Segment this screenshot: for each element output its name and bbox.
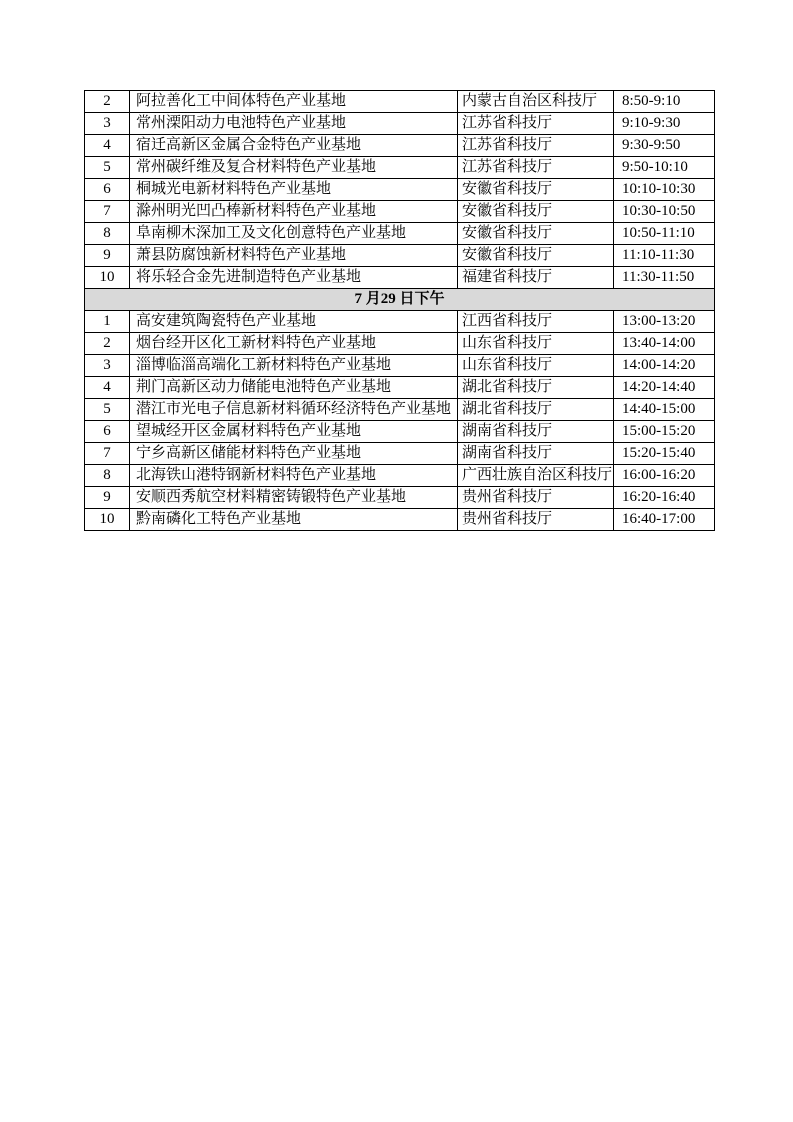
table-row xyxy=(85,377,715,399)
table-row xyxy=(85,267,715,289)
table-row xyxy=(85,421,715,443)
schedule-table xyxy=(84,90,715,531)
row-number: 6 xyxy=(85,179,130,201)
time-slot: 13:00-13:20 xyxy=(614,311,715,333)
department: 贵州省科技厅 xyxy=(458,509,614,531)
row-number: 1 xyxy=(85,311,130,333)
department: 江西省科技厅 xyxy=(458,311,614,333)
department: 安徽省科技厅 xyxy=(458,223,614,245)
time-slot: 10:50-11:10 xyxy=(614,223,715,245)
department: 江苏省科技厅 xyxy=(458,157,614,179)
base-name: 宁乡高新区储能材料特色产业基地 xyxy=(130,443,458,465)
department: 山东省科技厅 xyxy=(458,333,614,355)
department: 安徽省科技厅 xyxy=(458,179,614,201)
time-slot: 14:40-15:00 xyxy=(614,399,715,421)
table-row xyxy=(85,91,715,113)
time-slot: 8:50-9:10 xyxy=(614,91,715,113)
department: 山东省科技厅 xyxy=(458,355,614,377)
department: 湖北省科技厅 xyxy=(458,377,614,399)
afternoon-section xyxy=(85,311,715,531)
row-number: 5 xyxy=(85,399,130,421)
table-row xyxy=(85,245,715,267)
department: 广西壮族自治区科技厅 xyxy=(458,465,614,487)
table-row xyxy=(85,465,715,487)
base-name: 望城经开区金属材料特色产业基地 xyxy=(130,421,458,443)
row-number: 8 xyxy=(85,223,130,245)
base-name: 淄博临淄高端化工新材料特色产业基地 xyxy=(130,355,458,377)
row-number: 10 xyxy=(85,509,130,531)
base-name: 宿迁高新区金属合金特色产业基地 xyxy=(130,135,458,157)
table-row xyxy=(85,201,715,223)
time-slot: 15:00-15:20 xyxy=(614,421,715,443)
base-name: 常州碳纤维及复合材料特色产业基地 xyxy=(130,157,458,179)
row-number: 2 xyxy=(85,91,130,113)
time-slot: 11:30-11:50 xyxy=(614,267,715,289)
section-header-row xyxy=(85,289,715,311)
row-number: 4 xyxy=(85,377,130,399)
row-number: 4 xyxy=(85,135,130,157)
row-number: 8 xyxy=(85,465,130,487)
table-row xyxy=(85,487,715,509)
base-name: 萧县防腐蚀新材料特色产业基地 xyxy=(130,245,458,267)
base-name: 北海铁山港特钢新材料特色产业基地 xyxy=(130,465,458,487)
department: 贵州省科技厅 xyxy=(458,487,614,509)
time-slot: 9:30-9:50 xyxy=(614,135,715,157)
row-number: 3 xyxy=(85,113,130,135)
base-name: 阿拉善化工中间体特色产业基地 xyxy=(130,91,458,113)
base-name: 烟台经开区化工新材料特色产业基地 xyxy=(130,333,458,355)
row-number: 9 xyxy=(85,245,130,267)
base-name: 常州溧阳动力电池特色产业基地 xyxy=(130,113,458,135)
time-slot: 10:30-10:50 xyxy=(614,201,715,223)
table-row xyxy=(85,509,715,531)
row-number: 3 xyxy=(85,355,130,377)
time-slot: 10:10-10:30 xyxy=(614,179,715,201)
table-row xyxy=(85,113,715,135)
department: 安徽省科技厅 xyxy=(458,245,614,267)
table-row xyxy=(85,443,715,465)
time-slot: 14:20-14:40 xyxy=(614,377,715,399)
base-name: 荆门高新区动力储能电池特色产业基地 xyxy=(130,377,458,399)
section-header-afternoon: 7 月29 日下午 xyxy=(85,289,715,311)
base-name: 将乐轻合金先进制造特色产业基地 xyxy=(130,267,458,289)
base-name: 高安建筑陶瓷特色产业基地 xyxy=(130,311,458,333)
row-number: 6 xyxy=(85,421,130,443)
table-row xyxy=(85,355,715,377)
table-row xyxy=(85,179,715,201)
table-row xyxy=(85,157,715,179)
row-number: 9 xyxy=(85,487,130,509)
base-name: 潜江市光电子信息新材料循环经济特色产业基地 xyxy=(130,399,458,421)
time-slot: 15:20-15:40 xyxy=(614,443,715,465)
table-row xyxy=(85,399,715,421)
row-number: 10 xyxy=(85,267,130,289)
base-name: 安顺西秀航空材料精密铸锻特色产业基地 xyxy=(130,487,458,509)
time-slot: 9:10-9:30 xyxy=(614,113,715,135)
table-row xyxy=(85,311,715,333)
table-row xyxy=(85,333,715,355)
time-slot: 16:00-16:20 xyxy=(614,465,715,487)
department: 江苏省科技厅 xyxy=(458,135,614,157)
row-number: 7 xyxy=(85,201,130,223)
time-slot: 16:40-17:00 xyxy=(614,509,715,531)
time-slot: 9:50-10:10 xyxy=(614,157,715,179)
department: 福建省科技厅 xyxy=(458,267,614,289)
time-slot: 13:40-14:00 xyxy=(614,333,715,355)
department: 内蒙古自治区科技厅 xyxy=(458,91,614,113)
table-row xyxy=(85,223,715,245)
department: 湖北省科技厅 xyxy=(458,399,614,421)
time-slot: 16:20-16:40 xyxy=(614,487,715,509)
table-row xyxy=(85,135,715,157)
time-slot: 14:00-14:20 xyxy=(614,355,715,377)
morning-section xyxy=(85,91,715,289)
afternoon-section-header xyxy=(85,289,715,311)
base-name: 滁州明光凹凸棒新材料特色产业基地 xyxy=(130,201,458,223)
row-number: 7 xyxy=(85,443,130,465)
department: 湖南省科技厅 xyxy=(458,421,614,443)
base-name: 桐城光电新材料特色产业基地 xyxy=(130,179,458,201)
base-name: 黔南磷化工特色产业基地 xyxy=(130,509,458,531)
department: 江苏省科技厅 xyxy=(458,113,614,135)
department: 湖南省科技厅 xyxy=(458,443,614,465)
time-slot: 11:10-11:30 xyxy=(614,245,715,267)
department: 安徽省科技厅 xyxy=(458,201,614,223)
base-name: 阜南柳木深加工及文化创意特色产业基地 xyxy=(130,223,458,245)
row-number: 2 xyxy=(85,333,130,355)
row-number: 5 xyxy=(85,157,130,179)
